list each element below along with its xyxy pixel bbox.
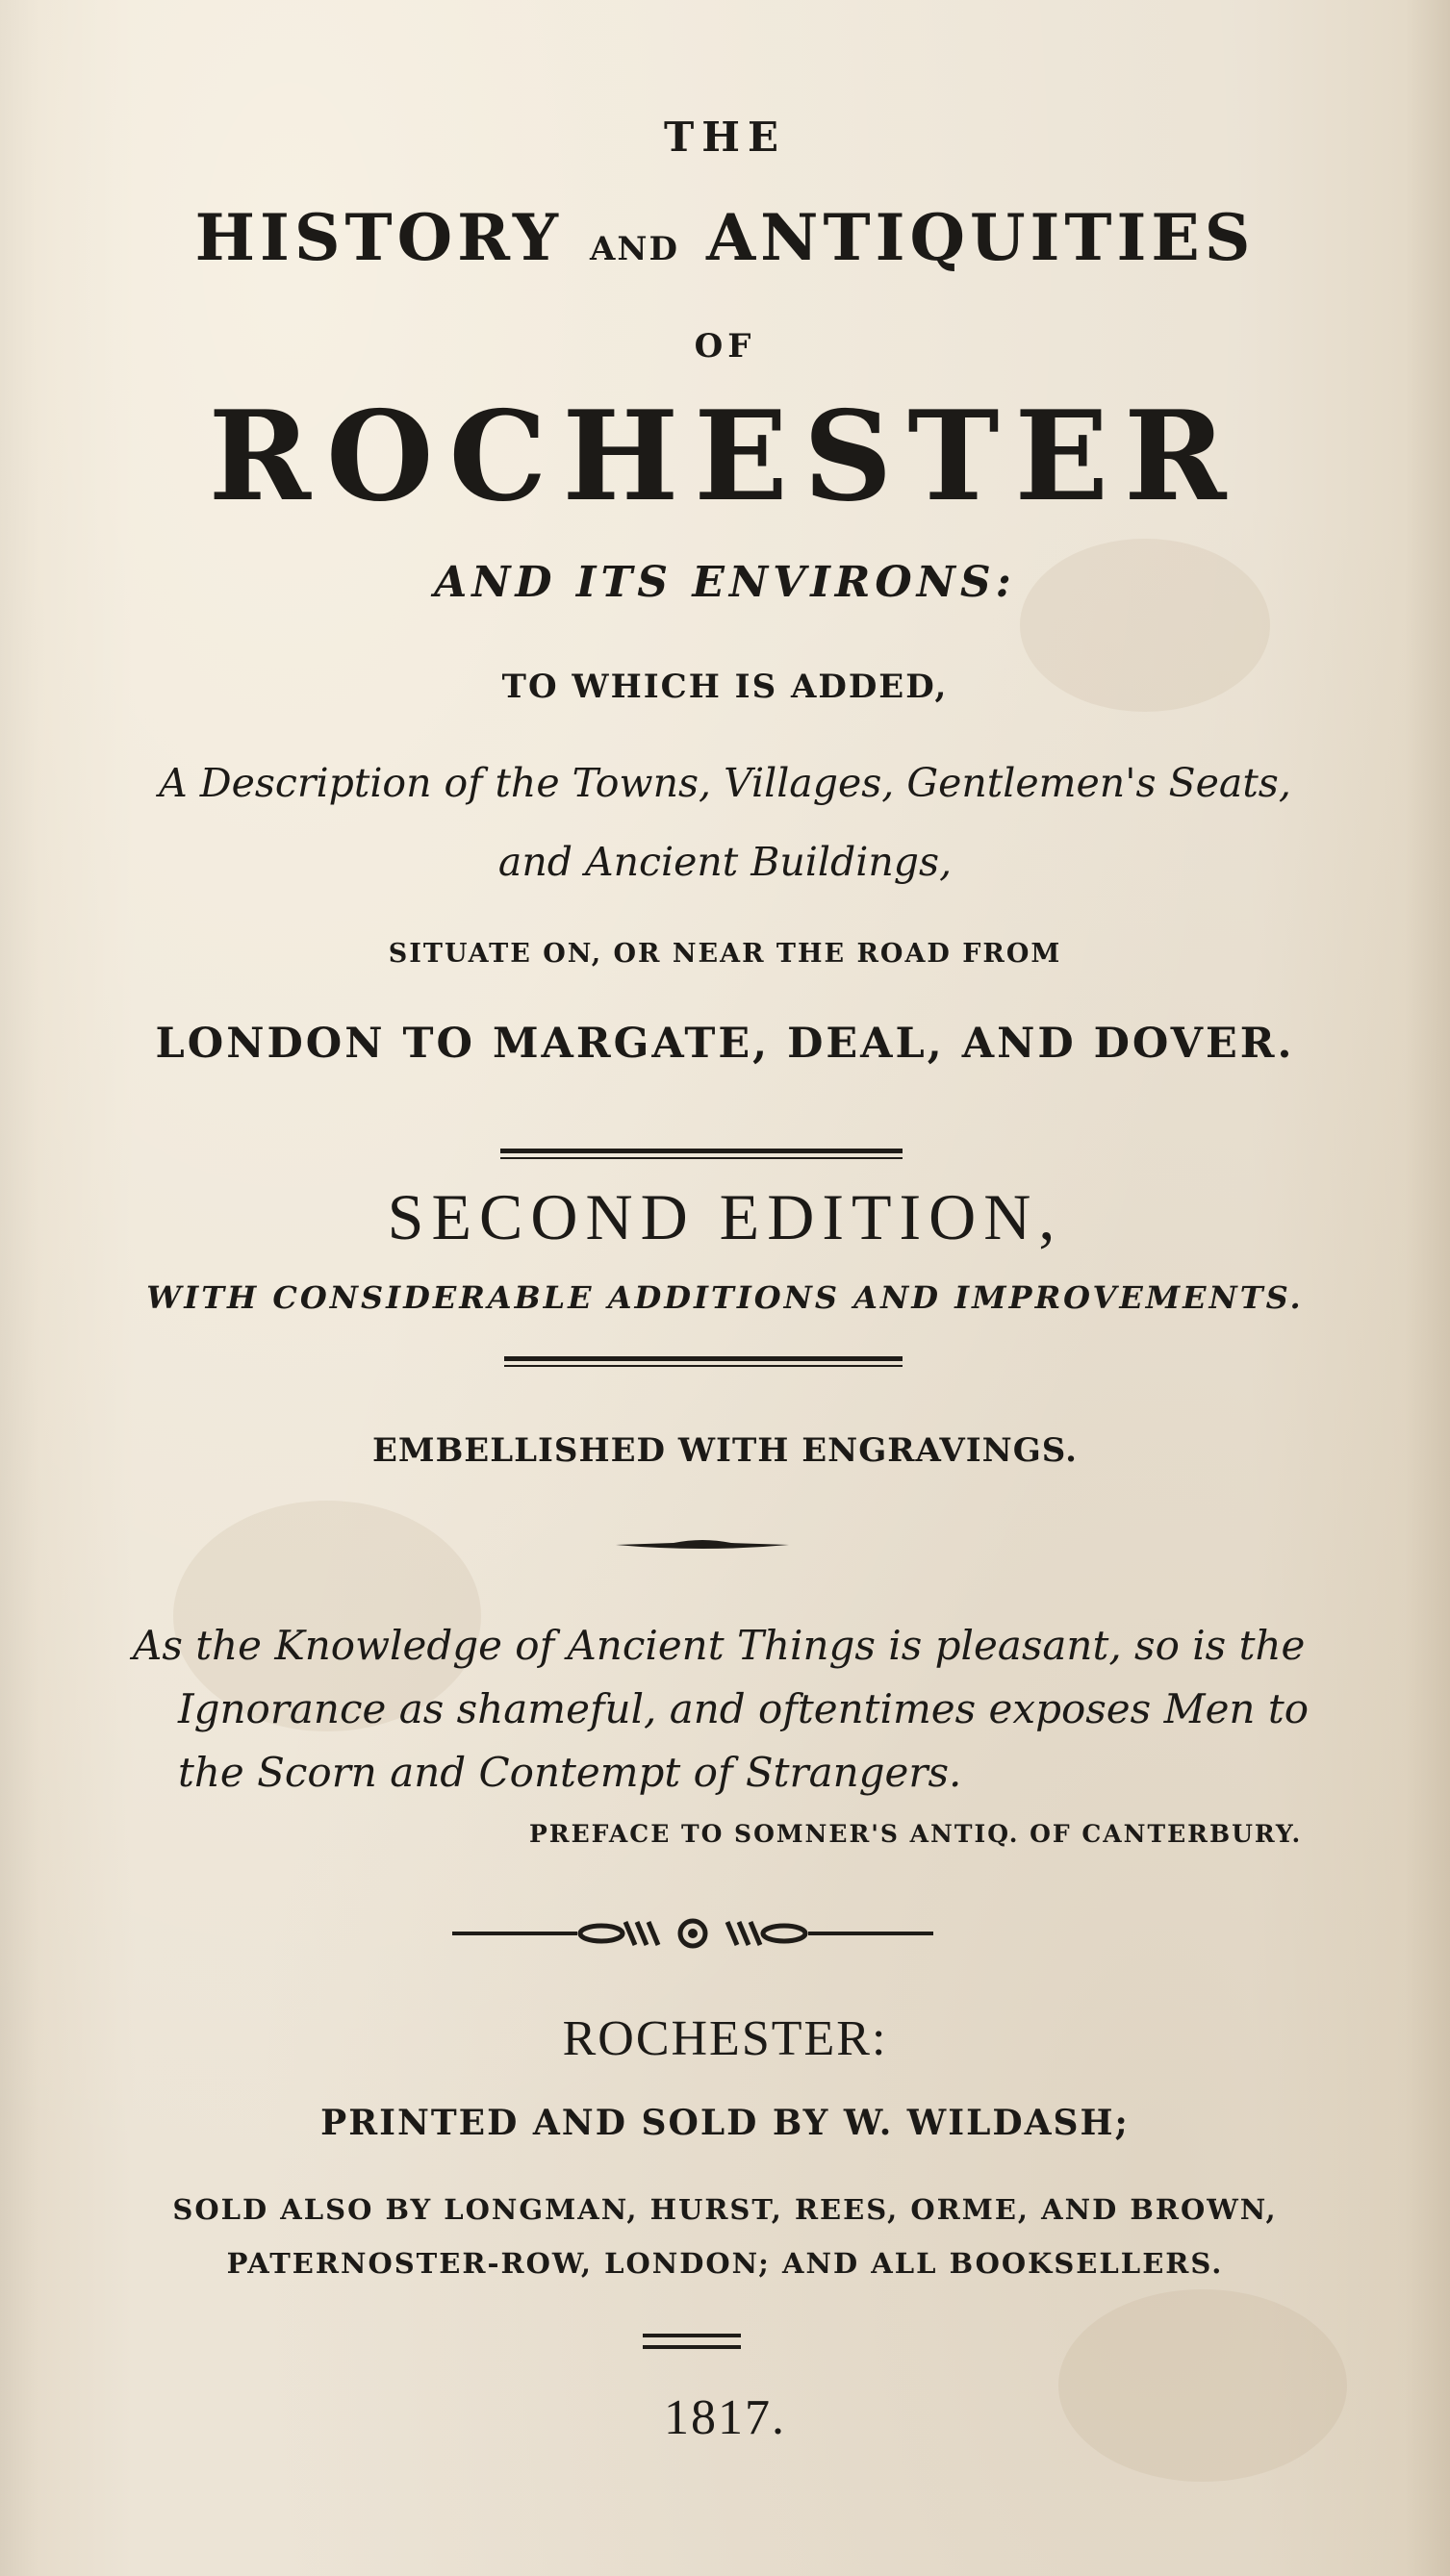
epigraph-line-3: the Scorn and Contempt of Strangers. — [178, 1749, 962, 1796]
epigraph-line-2: Ignorance as shameful, and oftentimes exposes Men to — [178, 1685, 1309, 1732]
route-line: LONDON TO MARGATE, DEAL, AND DOVER. — [155, 1020, 1295, 1068]
epigraph-source: PREFACE TO SOMNER'S ANTIQ. OF CANTERBURY. — [529, 1820, 1303, 1848]
swash-ornament-icon — [616, 1535, 789, 1554]
epigraph-line-1: As the Knowledge of Ancient Things is pleasant, so is the — [133, 1622, 1306, 1669]
title-environs: AND ITS ENVIRONS: — [434, 558, 1016, 607]
title-of: OF — [694, 327, 756, 366]
imprint-place: ROCHESTER: — [562, 2011, 888, 2066]
title-and: AND — [590, 230, 679, 268]
imprint-paternoster: PATERNOSTER-ROW, LONDON; AND ALL BOOKSELLERS. — [226, 2247, 1224, 2280]
double-rule-bottom — [504, 1356, 903, 1361]
edition-heading: SECOND EDITION, — [387, 1180, 1063, 1253]
short-rule-top — [643, 2334, 741, 2337]
fleuron-ornament-icon — [452, 1914, 933, 1953]
embellished-line: EMBELLISHED WITH ENGRAVINGS. — [372, 1431, 1078, 1470]
double-rule-top-thin — [500, 1157, 903, 1159]
subtitle-added: TO WHICH IS ADDED, — [501, 668, 949, 706]
double-rule-bottom-thin — [504, 1365, 903, 1367]
imprint-printer: PRINTED AND SOLD BY W. WILDASH; — [320, 2103, 1130, 2143]
title-history: HISTORY — [194, 200, 564, 275]
foxing-stain — [1058, 2289, 1347, 2482]
edition-additions: WITH CONSIDERABLE ADDITIONS AND IMPROVEMENTS. — [146, 1279, 1304, 1316]
title-rochester: ROCHESTER — [208, 385, 1242, 529]
description-line-1: A Description of the Towns, Villages, Gentlemen's Seats, — [159, 760, 1291, 806]
imprint-sold-also: SOLD ALSO BY LONGMAN, HURST, REES, ORME, AND BROWN, — [172, 2193, 1278, 2226]
title-history-line — [0, 200, 1450, 275]
title-antiquities: ANTIQUITIES — [705, 200, 1256, 275]
short-rule-bottom — [643, 2345, 741, 2349]
description-line-2: and Ancient Buildings, — [497, 839, 953, 885]
double-rule-top — [500, 1149, 903, 1153]
imprint-year: 1817. — [664, 2390, 786, 2445]
title-the: THE — [664, 114, 786, 161]
situate-line: SITUATE ON, OR NEAR THE ROAD FROM — [388, 939, 1062, 969]
